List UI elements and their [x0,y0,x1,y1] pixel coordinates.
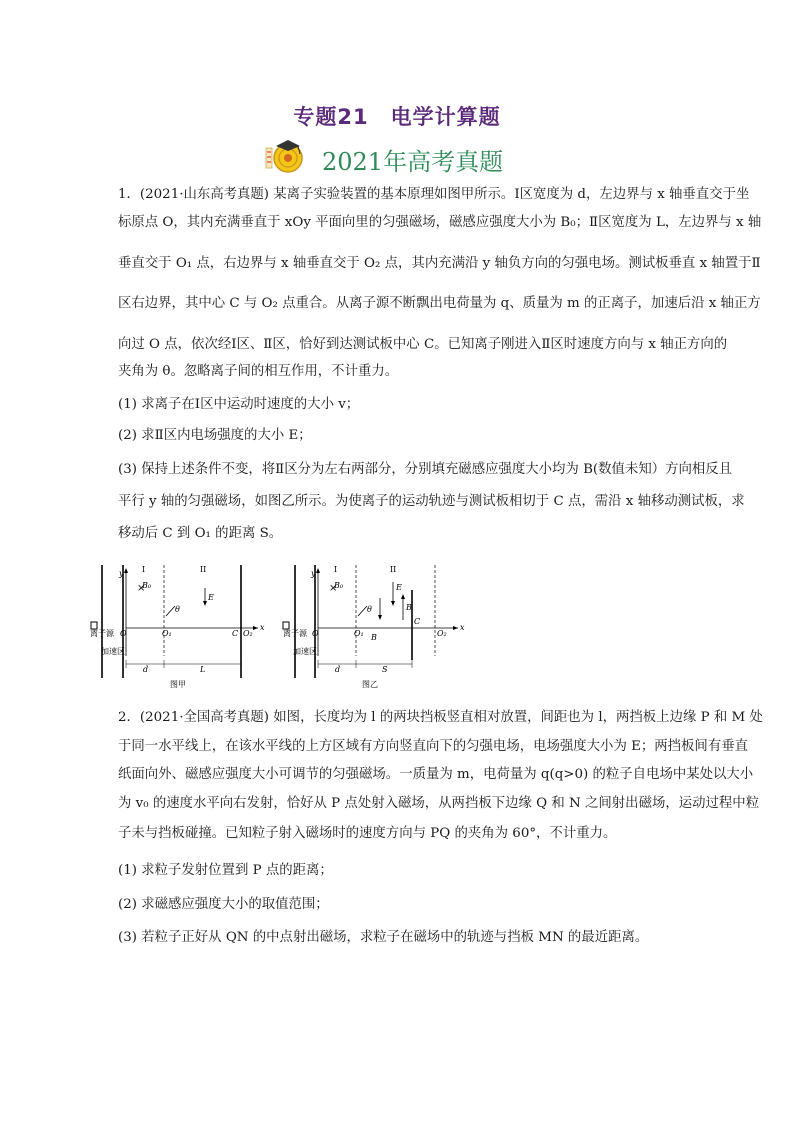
figure-2 [283,565,465,689]
fig2-c-label: C [414,617,421,626]
fig1-caption: 图甲 [170,680,186,689]
fig2-o2-label: O₂ [437,629,447,638]
figures [90,560,470,692]
fig2-accel-label: 加速区 [293,647,317,656]
fig1-o2-label: O₂ [243,629,253,638]
fig2-source-label: 离子源 [283,629,307,638]
fig2-region1: I [334,565,338,574]
fig1-field-into-page-icon: × [137,583,146,594]
fig2-o1-label: O₁ [354,629,364,638]
fig1-theta-label: θ [175,605,180,614]
q2-subquestion-1: (1) 求粒子发射位置到 P 点的距离； [118,863,333,878]
fig2-b-left-label: B [371,633,377,642]
fig1-e-label: E [208,593,214,602]
fig2-d-label: d [335,665,341,674]
page-title: 专题21 电学计算题 [293,105,501,129]
fig2-caption: 图乙 [362,680,378,689]
q1-line: 标原点 O，其内充满垂直于 xOy 平面向里的匀强磁场，磁感应强度大小为 B₀；Ⅱ区宽度为 L，左边界与 x 轴 [118,215,762,230]
q2-line: 纸面向外、磁感应强度大小可调节的匀强磁场。一质量为 m，电荷量为 q(q>0) 的粒子自电场中某处以大小 [118,767,754,782]
fig1-y-label: y [119,569,124,578]
fig2-theta-label: θ [367,605,372,614]
q2-line: 子未与挡板碰撞。已知粒子射入磁场时的速度方向与 PQ 的夹角为 60°，不计重力。 [118,826,617,841]
fig2-field-into-page-icon: × [329,583,338,594]
fig1-d-label: d [143,665,149,674]
q1-line: 夹角为 θ。忽略离子间的相互作用，不计重力。 [118,364,399,379]
fig1-region2: II [200,565,207,574]
fig1-o-label: O [120,629,127,638]
fig1-region1: I [142,565,146,574]
q1-line: 移动后 C 到 O₁ 的距离 S。 [118,526,283,541]
q2-subquestion-2: (2) 求磁感应强度大小的取值范围； [118,897,329,912]
q1-line: 平行 y 轴的匀强磁场，如图乙所示。为使离子的运动轨迹与测试板相切于 C 点，需沿 x 轴移动测试板，求 [118,494,745,509]
banner-title: 2021年高考真题 [322,148,504,176]
fig2-y-label: y [311,569,316,578]
q1-line: 向过 O 点，依次经Ⅰ区、Ⅱ区，恰好到达测试板中心 C。已知离子刚进入Ⅱ区时速度方向与 x 轴正方向的 [118,337,728,352]
section-banner [262,138,532,178]
fig1-x-label: x [260,623,265,632]
fig2-e-label: E [396,583,402,592]
fig2-s-label: S [382,665,388,674]
mascot-logo-icon [262,138,314,178]
fig1-source-label: 离子源 [90,629,114,638]
fig2-region2: II [390,565,397,574]
figure-1 [90,565,265,689]
q1-subquestion-3: (3) 保持上述条件不变，将Ⅱ区分为左右两部分，分别填充磁感应强度大小均为 B(数值未知）方向相反且 [118,462,733,477]
q2-line: 为 v₀ 的速度水平向右发射，恰好从 P 点处射入磁场，从两挡板下边缘 Q 和 N 之间射出磁场，运动过程中粒 [118,796,760,811]
q1-subquestion-2: (2) 求Ⅱ区内电场强度的大小 E； [118,428,312,443]
fig1-accel-label: 加速区 [101,647,125,656]
q1-line: 垂直交于 O₁ 点，右边界与 x 轴垂直交于 O₂ 点，其内充满沿 y 轴负方向的匀强电场。测试板垂直 x 轴置于Ⅱ [118,256,761,271]
fig1-o1-label: O₁ [162,629,172,638]
q2-subquestion-3: (3) 若粒子正好从 QN 的中点射出磁场，求粒子在磁场中的轨迹与挡板 MN 的最近距离。 [118,930,649,945]
fig1-b0-label: B₀ [142,581,152,590]
q1-subquestion-1: (1) 求离子在Ⅰ区中运动时速度的大小 v； [118,397,360,412]
fig2-b-right-label: B [406,603,412,612]
fig1-l-label: L [200,665,206,674]
fig2-b0-label: B₀ [334,581,344,590]
fig2-o-label: O [312,629,319,638]
q2-line: 于同一水平线上，在该水平线的上方区域有方向竖直向下的匀强电场，电场强度大小为 E；两挡板间有垂直 [118,739,748,754]
q1-line: 区右边界，其中心 C 与 O₂ 点重合。从离子源不断飘出电荷量为 q、质量为 m 的正离子，加速后沿 x 轴正方 [118,296,761,311]
q1-line: 1．(2021·山东高考真题) 某离子实验装置的基本原理如图甲所示。Ⅰ区宽度为 d，左边界与 x 轴垂直交于坐 [118,187,750,202]
fig1-c-label: C [232,629,239,638]
fig2-x-label: x [460,623,465,632]
q2-line: 2．(2021·全国高考真题) 如图，长度均为 l 的两块挡板竖直相对放置，间距也为 l，两挡板上边缘 P 和 M 处 [118,710,763,725]
